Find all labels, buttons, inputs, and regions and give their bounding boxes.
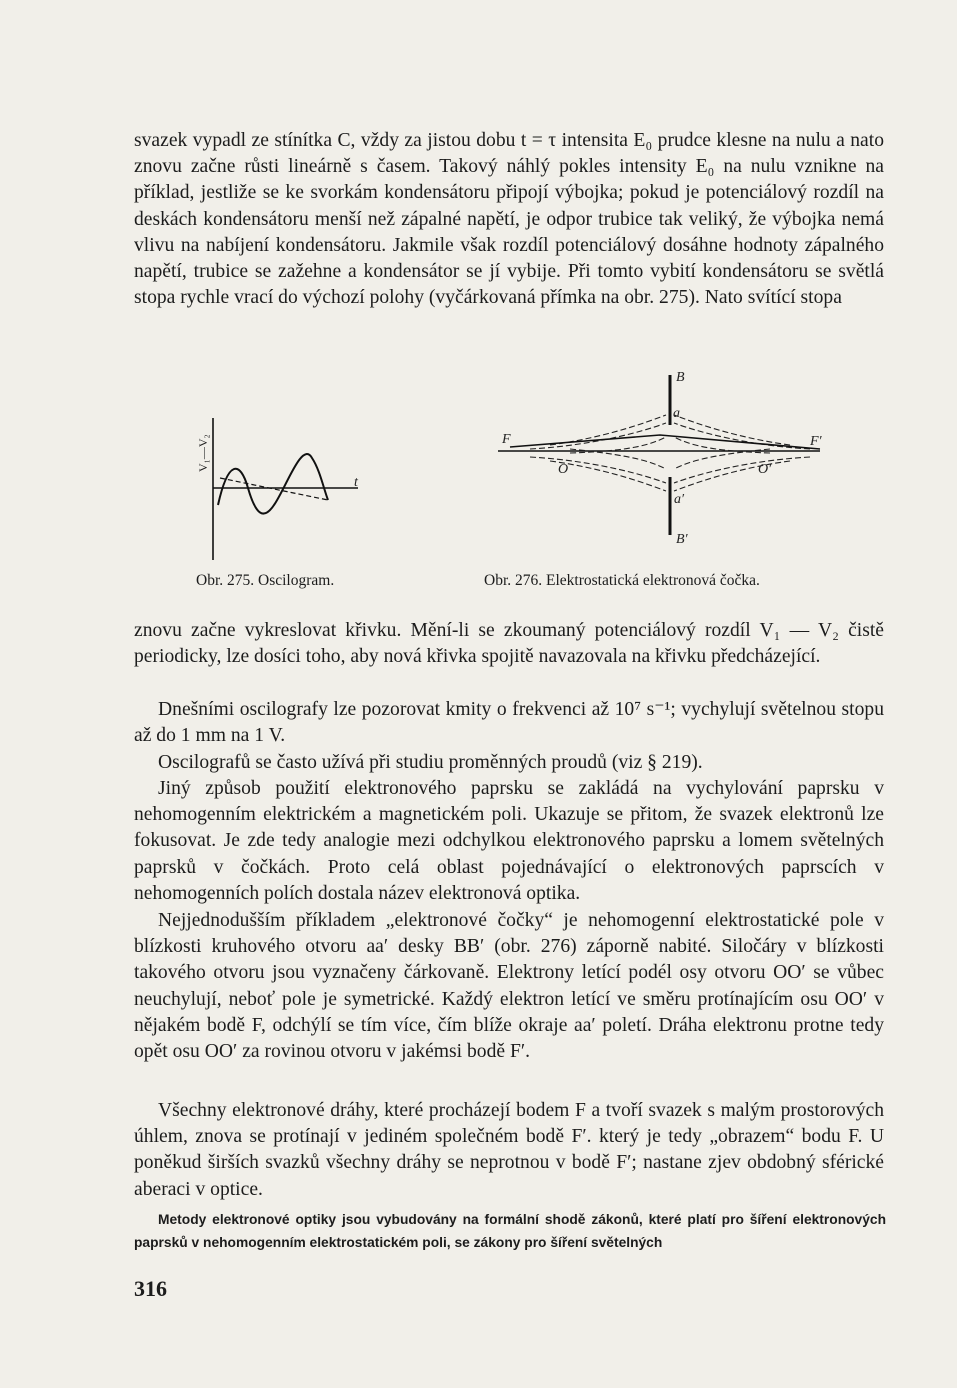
axis-label-v1-v2: V₁—V₂ (196, 434, 210, 472)
paragraph-2: znovu začne vykreslovat křivku. Mění-li se zkoumaný potenciálový rozdíl V₁ — V₂ čistě periodicky, lze dosíci toho, aby nová křivka spojitě navazovala na křivku předcházející. (134, 620, 884, 668)
paragraph-7: Všechny elektronové dráhy, které procházejí bodem F a tvoří svazek s malým prostorových úhlem, znova se protínají v jediném společném bodě F′. který je tedy „obrazem“ bodu F. U poněkud širších svazků všechny dráhy se neprotnou v bodě F′; nastane zjev obdobný sférické aberaci v optice. (134, 1100, 884, 1200)
label-a-prime: a′ (674, 492, 685, 507)
paragraph-small-print: Metody elektronové optiky jsou vybudovány na formální shodě zákonů, které platí pro šíření elektronových paprsků v nehomogenním elektrostatickém poli, se zákony pro šíření světelných (134, 1212, 886, 1250)
page-number: 316 (134, 1276, 167, 1301)
paragraph-6: Nejjednodušším příkladem „elektronové čočky“ je nehomogenní elektrostatické pole v blízkosti kruhového otvoru aa′ desky BB′ (obr. 276) záporně nabité. Siločáry v blízkosti takového otvoru jsou vyznačeny čárkovaně. Elektrony letící podél osy otvoru OO′ se vůbec neuchylují, neboť pole je symetrické. Každý elektron letící ve směru protínajícím osu OO′ v nějakém bodě F, odchýlí se tím více, čím blíže okraje aa′ poletí. Dráha elektronu protne tedy opět osu OO′ za rovinou otvoru v jakémsi bodě F′. (134, 910, 884, 1063)
flyback-line (220, 478, 328, 500)
figure-276-lens (490, 365, 840, 565)
paragraph-4: Oscilografů se často užívá při studiu proměnných proudů (viz § 219). (158, 752, 703, 773)
label-B-prime: B′ (676, 532, 688, 547)
caption-fig-276: Obr. 276. Elektrostatická elektronová čočka. (484, 572, 760, 589)
label-F-prime: F′ (810, 434, 822, 449)
label-O-prime: O′ (758, 462, 772, 477)
label-a: a (673, 406, 680, 421)
label-O: O (558, 462, 569, 477)
t-label: t (354, 475, 358, 490)
oscillation-curve (218, 454, 328, 514)
paragraph-3: Dnešními oscilografy lze pozorovat kmity o frekvenci až 10⁷ s⁻¹; vychylují světelnou stopu až do 1 mm na 1 V. (134, 699, 884, 747)
label-B: B (676, 370, 685, 385)
caption-fig-275: Obr. 275. Oscilogram. (196, 572, 335, 589)
paragraph-1: svazek vypadl ze stínítka C, vždy za jistou dobu t = τ intensita E₀ prudce klesne na nulu a nato znovu začne růsti lineárně s časem. Takový náhlý pokles intensity E₀ na nulu vznikne na příklad, jestliže se ke svorkám kondensátoru připojí výbojka; pokud je potenciálový rozdíl na deskách kondensátoru menší než zápalné napětí, je odpor trubice tak veliký, že výbojka nemá vlivu na nabíjení kondensátoru. Jakmile však rozdíl potenciálový dosáhne hodnoty zápalného napětí, trubice se zažehne a kondensátor se jí vybije. Při tomto vybití kondensátoru se světlá stopa rychle vrací do výchozí polohy (vyčárkovaná přímka na obr. 275). Nato svítící stopa (134, 130, 884, 309)
paragraph-5: Jiný způsob použití elektronového paprsku se zakládá na vychylování paprsku v nehomogenním elektrickém a magnetickém poli. Ukazuje se přitom, že svazek elektronů lze fokusovat. Je zde tedy analogie mezi odchylkou elektronového paprsku a lomem světelných paprsků v čočkách. Proto celá oblast pojednávající o elektronových paprscích v nehomogenních polích dostala název elektronová optika. (134, 778, 884, 904)
figure-275-oscillogram (190, 410, 370, 570)
label-F: F (502, 432, 511, 447)
electron-trajectory (510, 435, 820, 449)
